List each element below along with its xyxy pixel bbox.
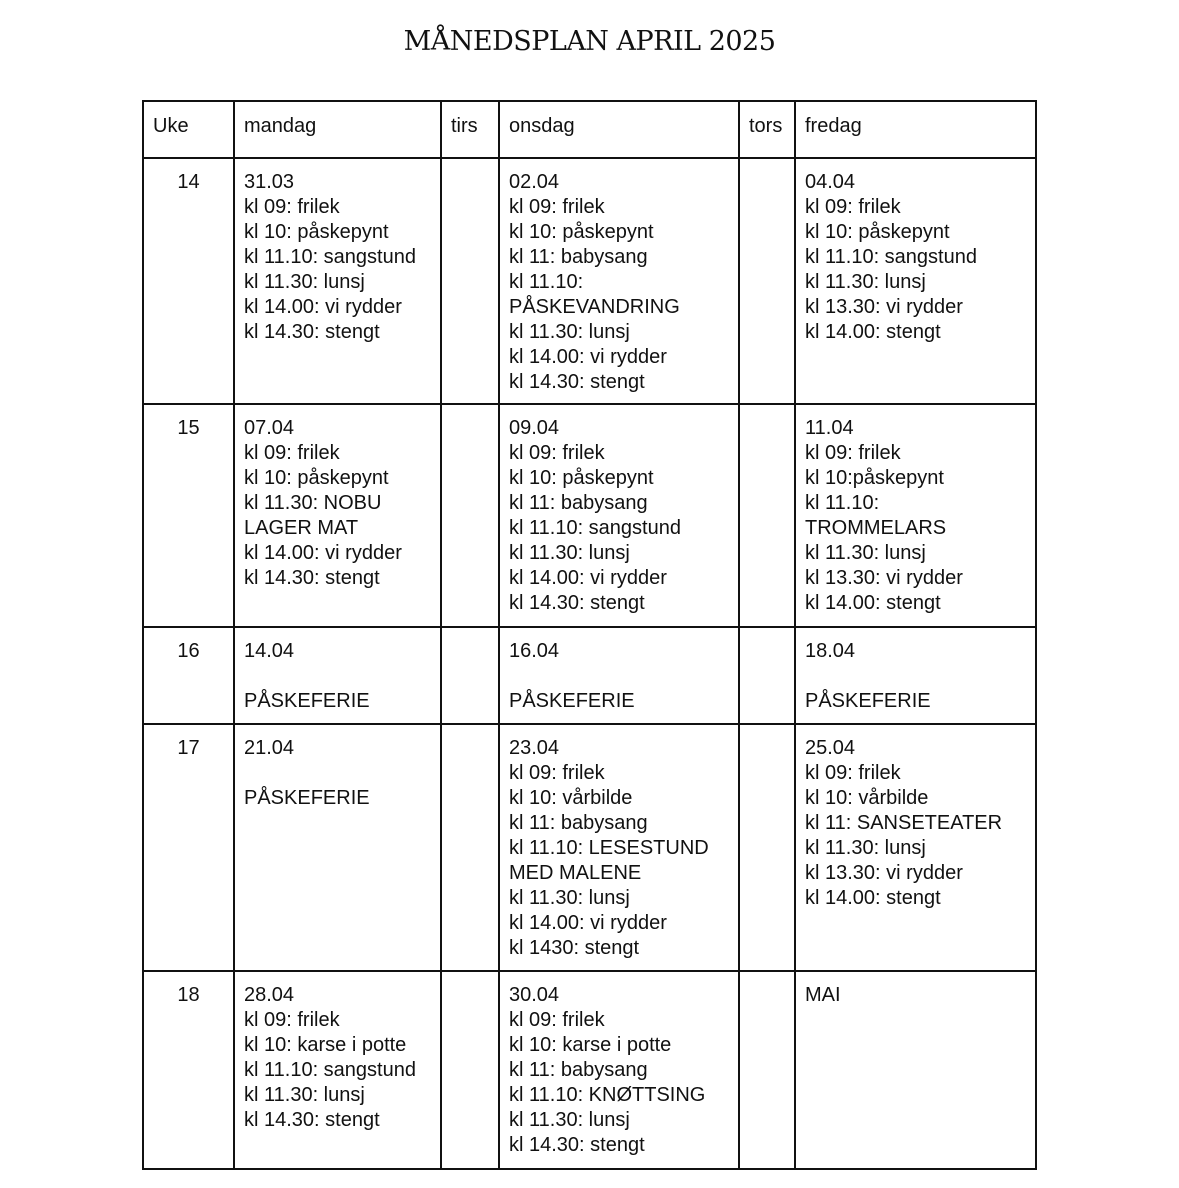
header-tirs: tirs <box>441 101 499 158</box>
week-row <box>143 627 1036 724</box>
tirs-cell <box>441 404 499 627</box>
tirs-cell <box>441 724 499 971</box>
week-number: 17 <box>143 724 234 971</box>
fredag-cell: 11.04 kl 09: frilek kl 10:påskepynt kl 11.10: TROMMELARS kl 11.30: lunsj kl 13.30: vi rydder kl 14.00: stengt <box>795 404 1036 627</box>
onsdag-cell: 16.04 PÅSKEFERIE <box>499 627 739 724</box>
tors-cell <box>739 724 795 971</box>
mandag-cell: 28.04 kl 09: frilek kl 10: karse i potte kl 11.10: sangstund kl 11.30: lunsj kl 14.30: stengt <box>234 971 441 1169</box>
week-row <box>143 724 1036 971</box>
mandag-cell: 31.03 kl 09: frilek kl 10: påskepynt kl 11.10: sangstund kl 11.30: lunsj kl 14.00: vi rydder kl 14.30: stengt <box>234 158 441 404</box>
mandag-cell: 07.04 kl 09: frilek kl 10: påskepynt kl 11.30: NOBU LAGER MAT kl 14.00: vi rydder kl 14.30: stengt <box>234 404 441 627</box>
onsdag-cell: 30.04 kl 09: frilek kl 10: karse i potte kl 11: babysang kl 11.10: KNØTTSING kl 11.30: lunsj kl 14.30: stengt <box>499 971 739 1169</box>
tirs-cell <box>441 971 499 1169</box>
tors-cell <box>739 158 795 404</box>
onsdag-cell: 23.04 kl 09: frilek kl 10: vårbilde kl 11: babysang kl 11.10: LESESTUND MED MALENE kl 11.30: lunsj kl 14.00: vi rydder kl 1430: stengt <box>499 724 739 971</box>
week-row <box>143 404 1036 627</box>
tors-cell <box>739 971 795 1169</box>
onsdag-cell: 02.04 kl 09: frilek kl 10: påskepynt kl 11: babysang kl 11.10: PÅSKEVANDRING kl 11.30: lunsj kl 14.00: vi rydder kl 14.30: stengt <box>499 158 739 404</box>
tors-cell <box>739 404 795 627</box>
header-tors: tors <box>739 101 795 158</box>
page-title: MÅNEDSPLAN APRIL 2025 <box>403 26 776 57</box>
week-row <box>143 971 1036 1169</box>
fredag-cell: 18.04 PÅSKEFERIE <box>795 627 1036 724</box>
header-onsdag: onsdag <box>499 101 739 158</box>
mandag-cell: 21.04 PÅSKEFERIE <box>234 724 441 971</box>
tirs-cell <box>441 627 499 724</box>
week-number: 16 <box>143 627 234 724</box>
onsdag-cell: 09.04 kl 09: frilek kl 10: påskepynt kl 11: babysang kl 11.10: sangstund kl 11.30: lunsj kl 14.00: vi rydder kl 14.30: stengt <box>499 404 739 627</box>
header-uke: Uke <box>143 101 234 158</box>
header-mandag: mandag <box>234 101 441 158</box>
fredag-cell: 04.04 kl 09: frilek kl 10: påskepynt kl 11.10: sangstund kl 11.30: lunsj kl 13.30: vi rydder kl 14.00: stengt <box>795 158 1036 404</box>
week-number: 18 <box>143 971 234 1169</box>
tirs-cell <box>441 158 499 404</box>
header-fredag: fredag <box>795 101 1036 158</box>
week-number: 15 <box>143 404 234 627</box>
header-row <box>143 101 1036 158</box>
tors-cell <box>739 627 795 724</box>
fredag-cell: 25.04 kl 09: frilek kl 10: vårbilde kl 11: SANSETEATER kl 11.30: lunsj kl 13.30: vi rydder kl 14.00: stengt <box>795 724 1036 971</box>
monthly-plan-table <box>142 100 1037 1170</box>
week-number: 14 <box>143 158 234 404</box>
mandag-cell: 14.04 PÅSKEFERIE <box>234 627 441 724</box>
week-row <box>143 158 1036 404</box>
fredag-cell: MAI <box>795 971 1036 1169</box>
